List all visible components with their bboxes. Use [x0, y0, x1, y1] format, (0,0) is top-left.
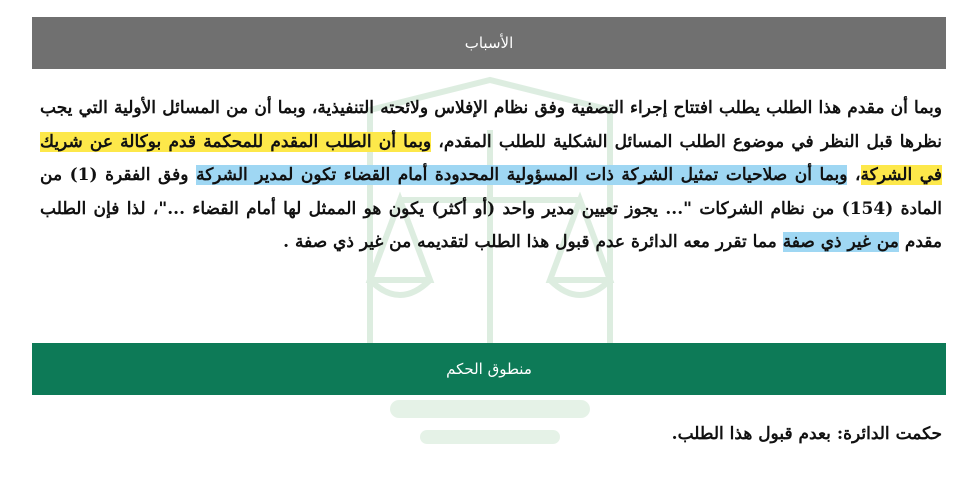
reasons-text-3: وفق الفقرة (1) من المادة (154) من نظام الشركات "... يجوز تعيين مدير واحد (أو أكثر) يكون هو الممثل لها أمام القضاء ..."، لذا فإن الطلب مقدم: [40, 165, 942, 252]
reasons-text-1: وبما أن مقدم هذا الطلب يطلب افتتاح إجراء التصفية وفق نظام الإفلاس ولائحته التنفيذية، وبما أن من المسائل الأولية التي يجب نظرها قبل النظر في موضوع الطلب المسائل الشكلية للطلب المقدم،: [40, 98, 942, 152]
reasons-text-4: مما تقرر معه الدائرة عدم قبول هذا الطلب لتقديمه من غير ذي صفة .: [283, 232, 783, 252]
ruling-text: حكمت الدائرة: بعدم قبول هذا الطلب.: [671, 424, 942, 444]
highlight-manager-representation: وبما أن صلاحيات تمثيل الشركة ذات المسؤولية المحدودة أمام القضاء تكون لمدير الشركة: [196, 165, 848, 185]
highlight-partner-agency: وبما أن الطلب المقدم للمحكمة قدم بوكالة عن شريك في الشركة: [40, 131, 943, 185]
reasons-title: الأسباب: [464, 34, 514, 52]
reasons-text-2: ،: [847, 165, 861, 185]
reasons-section-header: [32, 17, 946, 69]
ruling-section-header: [32, 343, 946, 395]
ruling-title: منطوق الحكم: [446, 360, 532, 378]
highlight-no-standing: من غير ذي صفة: [782, 232, 899, 252]
reasons-paragraph: [40, 92, 942, 260]
